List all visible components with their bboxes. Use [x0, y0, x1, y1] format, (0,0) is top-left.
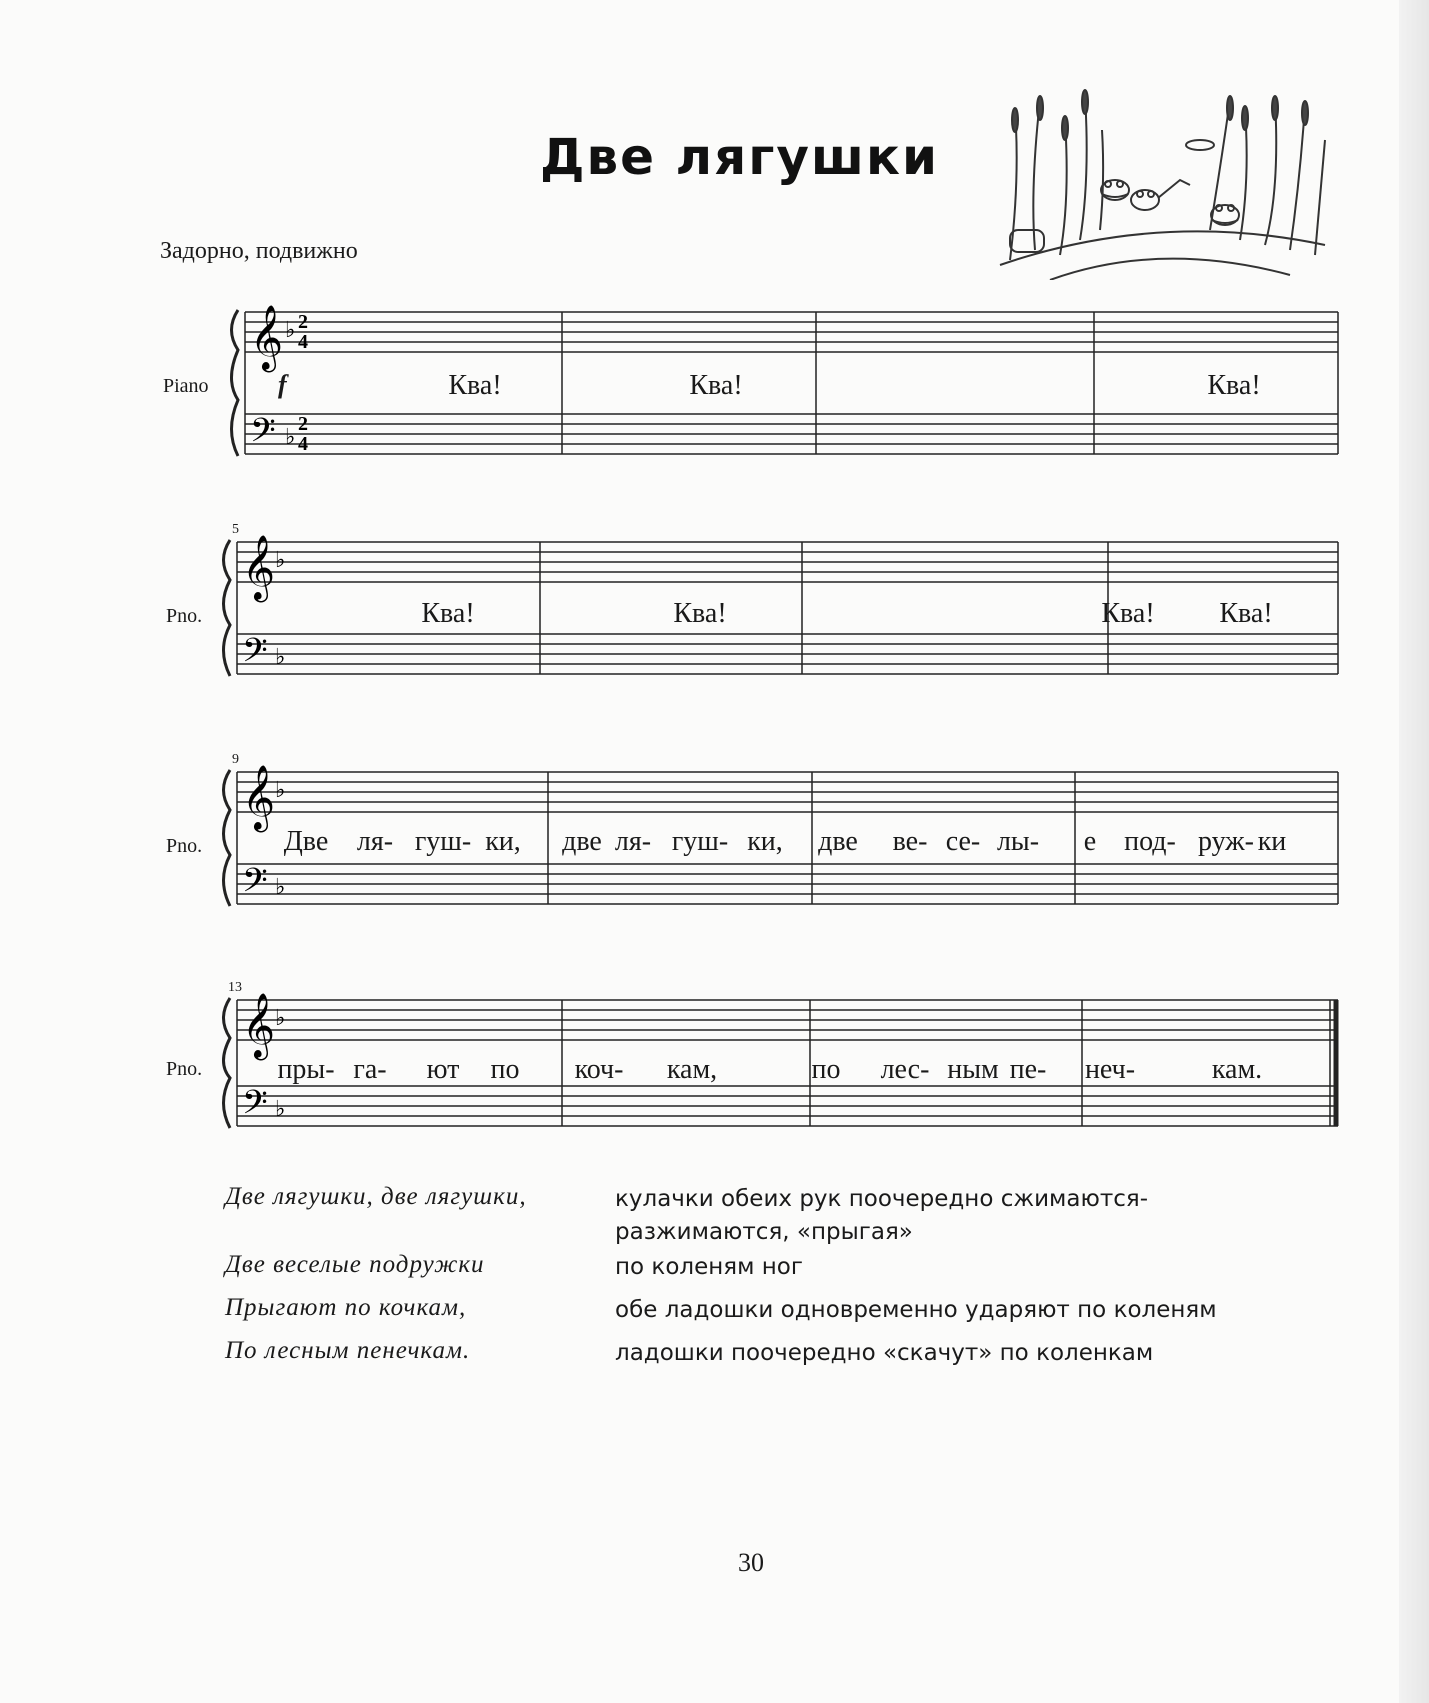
lyric-syllable: по: [490, 1054, 520, 1085]
lyric-syllable: ки,: [485, 826, 521, 857]
svg-text:𝄢: 𝄢: [242, 632, 268, 678]
svg-text:♭: ♭: [275, 1096, 286, 1121]
lyric-syllable: Ква!: [673, 598, 727, 629]
lyric-syllable: Ква!: [689, 370, 743, 401]
lyric-syllable: пры-: [277, 1054, 335, 1085]
lyric-syllable: ным: [947, 1054, 999, 1085]
lyric-syllable: ки: [1257, 826, 1287, 857]
svg-text:𝄞: 𝄞: [242, 535, 276, 600]
lyric-syllable: лес-: [880, 1054, 930, 1085]
svg-text:2: 2: [298, 413, 308, 435]
lyric-syllable: пе-: [1009, 1054, 1047, 1085]
svg-text:♭: ♭: [275, 777, 286, 802]
lyric-syllable: кам.: [1211, 1054, 1263, 1085]
lyric-syllable: под-: [1124, 826, 1176, 857]
instrument-label: Pno.: [166, 1058, 203, 1080]
svg-text:𝄢: 𝄢: [242, 862, 268, 908]
tempo-marking: Задорно, подвижно: [160, 238, 358, 264]
lyric-syllable: Ква!: [1207, 370, 1261, 401]
lyric-syllable: ля-: [614, 826, 652, 857]
lyric-syllable: Ква!: [421, 598, 475, 629]
lyric-syllable: лы-: [996, 826, 1040, 857]
svg-text:♭: ♭: [285, 424, 296, 449]
page-number: 30: [738, 1548, 764, 1577]
svg-text:𝄞: 𝄞: [242, 765, 276, 830]
svg-text:𝄢: 𝄢: [242, 1084, 268, 1130]
lyric-syllable: е: [1083, 826, 1097, 857]
svg-text:𝄞: 𝄞: [250, 305, 284, 370]
svg-text:♭: ♭: [275, 874, 286, 899]
instruction-verse: По лесным пенечкам.: [225, 1337, 471, 1364]
lyric-syllable: Две: [283, 826, 329, 857]
system-3: [0, 730, 1429, 930]
lyric-syllable: Ква!: [1101, 598, 1155, 629]
instrument-label: Pno.: [166, 605, 203, 627]
svg-text:𝄞: 𝄞: [242, 993, 276, 1058]
lyric-syllable: коч-: [574, 1054, 624, 1085]
lyric-syllable: неч-: [1084, 1054, 1136, 1085]
instruction-action: обе ладошки одновременно ударяют по коленям: [615, 1297, 1217, 1323]
lyric-syllable: две: [562, 826, 602, 857]
instruction-verse: Две лягушки, две лягушки,: [225, 1183, 527, 1210]
measure-number: 5: [232, 522, 239, 537]
svg-text:♭: ♭: [285, 317, 296, 342]
instrument-label: Pno.: [166, 835, 203, 857]
lyric-syllable: ве-: [892, 826, 928, 857]
svg-text:♭: ♭: [275, 547, 286, 572]
lyric-syllable: кам,: [666, 1054, 718, 1085]
lyric-syllable: по: [811, 1054, 841, 1085]
instruction-action: ладошки поочередно «скачут» по коленкам: [615, 1340, 1154, 1366]
instrument-label: Piano: [163, 375, 209, 397]
frogs-illustration: [990, 80, 1330, 280]
lyric-syllable: ют: [426, 1054, 460, 1085]
instruction-action: по коленям ног: [615, 1254, 803, 1280]
song-title: Две лягушки: [540, 128, 940, 186]
svg-text:𝄢: 𝄢: [250, 412, 276, 458]
lyric-syllable: ки,: [747, 826, 783, 857]
system-4: [0, 958, 1429, 1158]
instruction-verse: Две веселые подружки: [225, 1251, 485, 1278]
system-2: [0, 500, 1429, 700]
lyric-syllable: гуш-: [414, 826, 472, 857]
svg-text:4: 4: [298, 331, 308, 353]
system-1: [0, 270, 1429, 470]
svg-text:4: 4: [298, 433, 308, 455]
instruction-verse: Прыгают по кочкам,: [225, 1294, 467, 1321]
svg-text:2: 2: [298, 311, 308, 333]
lyric-syllable: га-: [353, 1054, 387, 1085]
svg-text:♭: ♭: [275, 644, 286, 669]
measure-number: 9: [232, 752, 239, 767]
lyric-syllable: руж-: [1198, 826, 1254, 857]
instruction-action: кулачки обеих рук поочередно сжимаются-разжимаются, «прыгая»: [615, 1186, 1149, 1245]
lyric-syllable: се-: [945, 826, 981, 857]
dynamic-marking: f: [278, 370, 287, 399]
lyric-syllable: две: [818, 826, 858, 857]
lyric-syllable: Ква!: [1219, 598, 1273, 629]
lyric-syllable: Ква!: [448, 370, 502, 401]
lyric-syllable: гуш-: [671, 826, 729, 857]
measure-number: 13: [228, 980, 242, 995]
lyric-syllable: ля-: [356, 826, 394, 857]
svg-text:♭: ♭: [275, 1005, 286, 1030]
